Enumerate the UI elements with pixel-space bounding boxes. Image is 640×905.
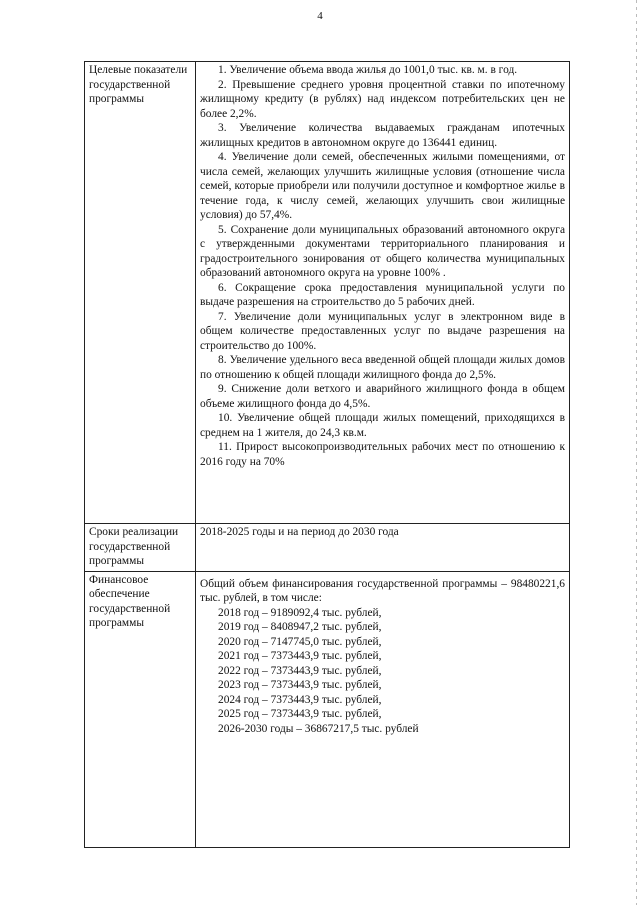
target-indicator: 2. Превышение среднего уровня процентной ставки по ипотечному жилищному кредиту (в рублях) над индексом потребительских цен не более 2,2%.	[200, 78, 565, 120]
target-indicator: 6. Сокращение срока предоставления муниципальной услуги по выдаче разрешения на строительство до 5 рабочих дней.	[200, 281, 565, 308]
timeline-text: 2018-2025 годы и на период до 2030 года	[200, 526, 399, 538]
financing-year: 2021 год – 7373443,9 тыс. рублей,	[218, 650, 382, 662]
row-label-targets: Целевые показатели государственной программы	[85, 62, 196, 524]
financing-intro: Общий объем финансирования государственной программы – 98480221,6 тыс. рублей, в том числе:	[200, 577, 565, 604]
row-label-financing: Финансовое обеспечение государственной программы	[85, 571, 196, 847]
financing-year: 2025 год – 7373443,9 тыс. рублей,	[218, 708, 382, 720]
target-indicator: 3. Увеличение количества выдаваемых гражданам ипотечных жилищных кредитов в автономном округе до 136441 единиц.	[200, 122, 565, 149]
financing-year: 2018 год – 9189092,4 тыс. рублей,	[218, 606, 382, 619]
row-content-financing	[196, 571, 570, 847]
table-row	[85, 62, 570, 524]
target-indicator: 11. Прирост высокопроизводительных рабочих мест по отношению к 2016 году на 70%	[200, 441, 565, 468]
target-indicator: 1. Увеличение объема ввода жилья до 1001,0 тыс. кв. м. в год.	[218, 64, 518, 76]
scan-edge-line	[636, 0, 637, 905]
table-row	[85, 571, 570, 847]
financing-year: 2024 год – 7373443,9 тыс. рублей,	[218, 693, 382, 706]
target-indicator: 8. Увеличение удельного веса введенной общей площади жилых домов по отношению к общей площади жилищного фонда до 2,5%.	[200, 354, 565, 381]
target-indicator: 5. Сохранение доли муниципальных образований автономного округа с утвержденными документами территориального планирования и градостроительного зонирования от общего количества муниципальных образований автономного округа на уровне 100% .	[200, 223, 565, 279]
target-indicator: 9. Снижение доли ветхого и аварийного жилищного фонда в общем объеме жилищного фонда до 4,5%.	[200, 383, 565, 410]
financing-year: 2020 год – 7147745,0 тыс. рублей,	[218, 635, 382, 648]
target-indicator: 7. Увеличение доли муниципальных услуг в электронном виде в общем количестве предоставленных услуг по выдаче разрешения на строительство до 100%.	[200, 310, 565, 352]
financing-year: 2022 год – 7373443,9 тыс. рублей,	[218, 664, 382, 677]
page-number: 4	[317, 10, 323, 22]
target-indicator: 10. Увеличение общей площади жилых помещений, приходящихся в среднем на 1 жителя, до 24,3 кв.м.	[200, 412, 565, 439]
row-content-timeline	[196, 524, 570, 572]
row-label-timeline: Сроки реализации государственной программы	[85, 524, 196, 572]
financing-year: 2026-2030 годы – 36867217,5 тыс. рублей	[218, 722, 419, 735]
row-content-targets	[196, 62, 570, 524]
target-indicator: 4. Увеличение доли семей, обеспеченных жилыми помещениями, от числа семей, желающих улучшить жилищные условия (отношение числа семей, которые приобрели или получили доступное и комфортное жилье в течение года, к числу семей, желающих улучшить свои жилищные условия) до 57,4%.	[200, 151, 565, 221]
table-row	[85, 524, 570, 572]
financing-year: 2023 год – 7373443,9 тыс. рублей,	[218, 679, 382, 691]
program-passport-table	[84, 61, 570, 848]
financing-year: 2019 год – 8408947,2 тыс. рублей,	[218, 621, 382, 633]
